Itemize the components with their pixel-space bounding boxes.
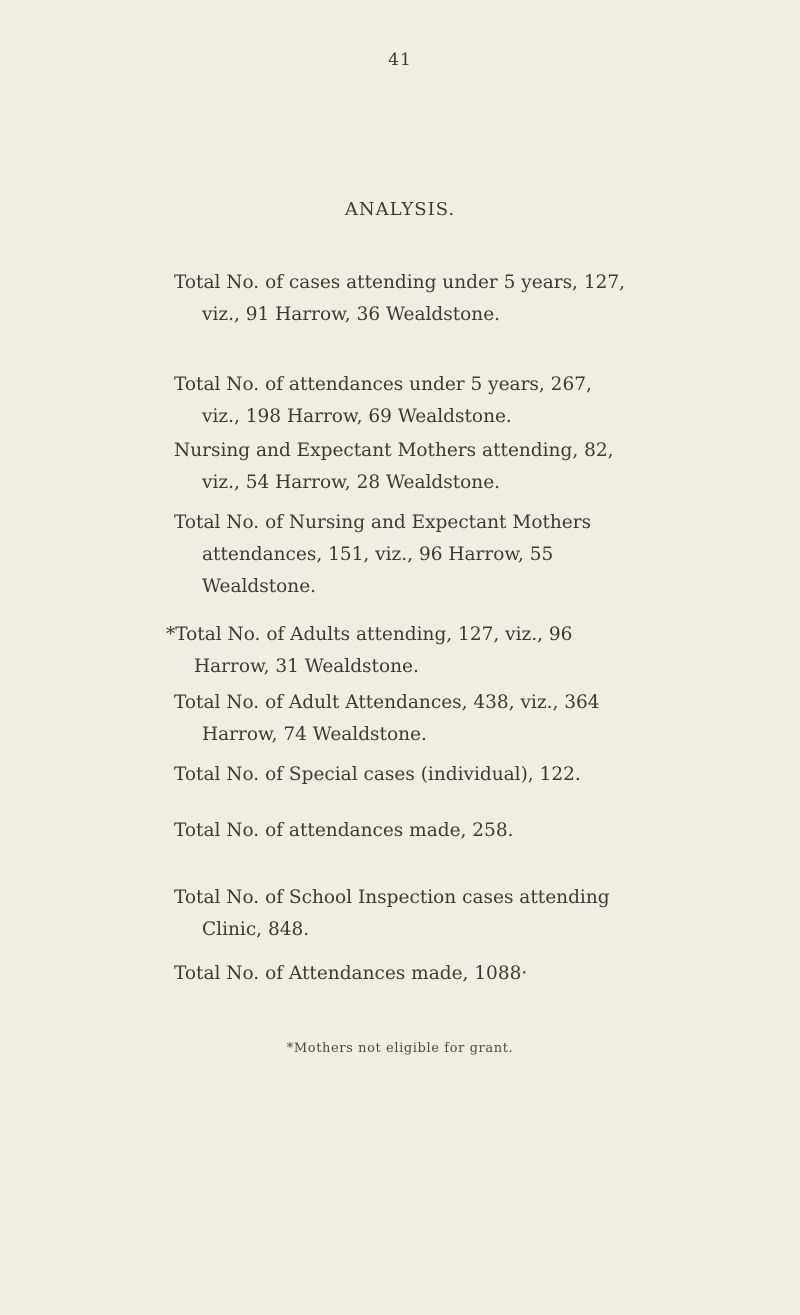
list-item: Total No. of Adult Attendances, 438, viz., 364 Harrow, 74 Wealdstone. [174,692,600,745]
list-item: Total No. of Special cases (individual), 122. [174,764,581,785]
list-item: Nursing and Expectant Mothers attending, 82, viz., 54 Harrow, 28 Wealdstone. [174,440,614,493]
list-item: Total No. of Nursing and Expectant Mothers attendances, 151, viz., 96 Harrow, 55 Wealdstone. [174,512,592,597]
page-number: 41 [388,50,412,70]
list-item: Total No. of attendances made, 258. [174,820,514,841]
list-item: Total No. of attendances under 5 years, 267, viz., 198 Harrow, 69 Wealdstone. [174,374,592,427]
list-item: Total No. of School Inspection cases attending Clinic, 848. [174,887,610,940]
footnote: *Mothers not eligible for grant. [286,1041,514,1056]
list-item: Total No. of cases attending under 5 years, 127, viz., 91 Harrow, 36 Wealdstone. [174,272,626,325]
list-item: Total No. of Attendances made, 1088· [174,963,528,984]
list-item: *Total No. of Adults attending, 127, viz., 96 Harrow, 31 Wealdstone. [166,624,573,677]
page-heading: ANALYSIS. [344,199,456,220]
